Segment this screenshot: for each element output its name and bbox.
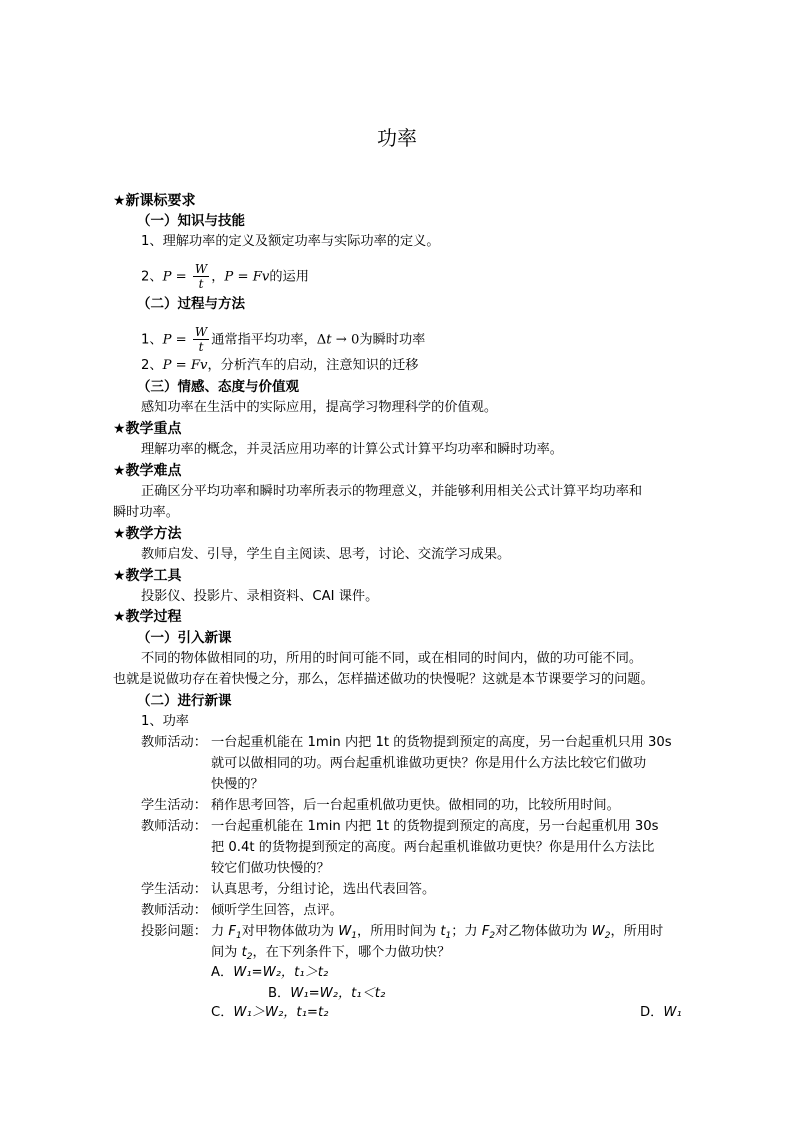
subheading-knowledge-skills: （一）知识与技能 — [137, 213, 245, 229]
subheading-process-method: （二）过程与方法 — [137, 296, 245, 312]
section-heading-methods: ★教学方法 — [113, 526, 182, 542]
option-b: B．W₁=W₂，t₁＜t₂ — [268, 986, 386, 1001]
option-c: C．W₁＞W₂，t₁=t₂ — [211, 1005, 329, 1020]
option-a: A．W₁=W₂，t₁＞t₂ — [211, 965, 329, 980]
subheading-intro: （一）引入新课 — [137, 630, 232, 646]
activity-text: 一台起重机能在 1min 内把 1t 的货物提到预定的高度，另一台起重机只用 30s — [211, 735, 672, 750]
section-heading-difficulties: ★教学难点 — [113, 463, 182, 479]
intro-line-1: 不同的物体做相同的功，所用的时间可能不同，或在相同的时间内，做的功可能不同。 — [141, 651, 643, 666]
activity-label-projection: 投影问题： — [141, 924, 207, 939]
method-line-2: 2、P = Fv，分析汽车的启动，注意知识的迁移 — [141, 358, 419, 373]
activity-text: 一台起重机能在 1min 内把 1t 的货物提到预定的高度，另一台起重机用 30s — [211, 819, 659, 834]
activity-text: 倾听学生回答，点评。 — [211, 903, 343, 918]
fraction-w-over-t: $\frac{W}{t}$ — [194, 262, 208, 291]
activity-label-teacher: 教师活动： — [141, 819, 207, 834]
activity-text: 快慢的？ — [211, 777, 264, 792]
attitude-line-1: 感知功率在生活中的实际应用，提高学习物理科学的价值观。 — [141, 400, 498, 415]
activity-label-teacher: 教师活动： — [141, 735, 207, 750]
fraction-w-over-t: $\frac{W}{t}$ — [194, 325, 208, 354]
section-heading-goals: ★新课标要求 — [113, 193, 196, 209]
activity-text: 把 0.4t 的货物提到预定的高度。两台起重机谁做功更快？你是用什么方法比 — [211, 840, 655, 855]
activity-label-student: 学生活动： — [141, 798, 207, 813]
subheading-attitude-values: （三）情感、态度与价值观 — [137, 379, 299, 395]
tools-text: 投影仪、投影片、录相资料、CAI 课件。 — [141, 589, 379, 604]
section-heading-process: ★教学过程 — [113, 609, 182, 625]
methods-text: 教师启发、引导，学生自主阅读、思考，讨论、交流学习成果。 — [141, 547, 511, 562]
activity-text: 稍作思考回答，后一台起重机做功更快。做相同的功，比较所用时间。 — [211, 798, 620, 813]
page-title: 功率 — [377, 126, 417, 150]
subsection-power: 1、功率 — [141, 714, 189, 729]
subheading-new-lesson: （二）进行新课 — [137, 693, 232, 709]
question-line-2: 间为 $t_2$，在下列条件下，哪个力做功快？ — [211, 945, 451, 962]
activity-label-teacher: 教师活动： — [141, 903, 207, 918]
method-line-1: 1、P = $\frac{W}{t}$ 通常指平均功率，Δt → 0为瞬时功率 — [141, 325, 426, 354]
intro-line-2: 也就是说做功存在着快慢之分，那么，怎样描述做功的快慢呢？这就是本节课要学习的问题。 — [113, 672, 654, 687]
goal-line-1: 1、理解功率的定义及额定功率与实际功率的定义。 — [141, 234, 440, 249]
activity-text: 认真思考，分组讨论，选出代表回答。 — [211, 882, 436, 897]
key-points-text: 理解功率的概念，并灵活应用功率的计算公式计算平均功率和瞬时功率。 — [141, 442, 563, 457]
activity-label-student: 学生活动： — [141, 882, 207, 897]
difficulties-line-1: 正确区分平均功率和瞬时功率所表示的物理意义，并能够利用相关公式计算平均功率和 — [141, 484, 643, 499]
difficulties-line-2: 瞬时功率。 — [113, 505, 179, 520]
activity-text: 就可以做相同的功。两台起重机谁做功更快？你是用什么方法比较它们做功 — [211, 756, 647, 771]
section-heading-key-points: ★教学重点 — [113, 421, 182, 437]
option-d: D．W₁ — [640, 1005, 682, 1020]
activity-text: 较它们做功快慢的？ — [211, 861, 330, 876]
goal-line-2: 2、P = $\frac{W}{t}$ ，P = Fv的运用 — [141, 262, 309, 291]
section-heading-tools: ★教学工具 — [113, 568, 182, 584]
question-line-1: 力 $F_1$对甲物体做功为 $W_1$，所用时间为 $t_1$；力 $F_2$对乙物体做功为 $W_2$，所用时 — [211, 924, 664, 941]
